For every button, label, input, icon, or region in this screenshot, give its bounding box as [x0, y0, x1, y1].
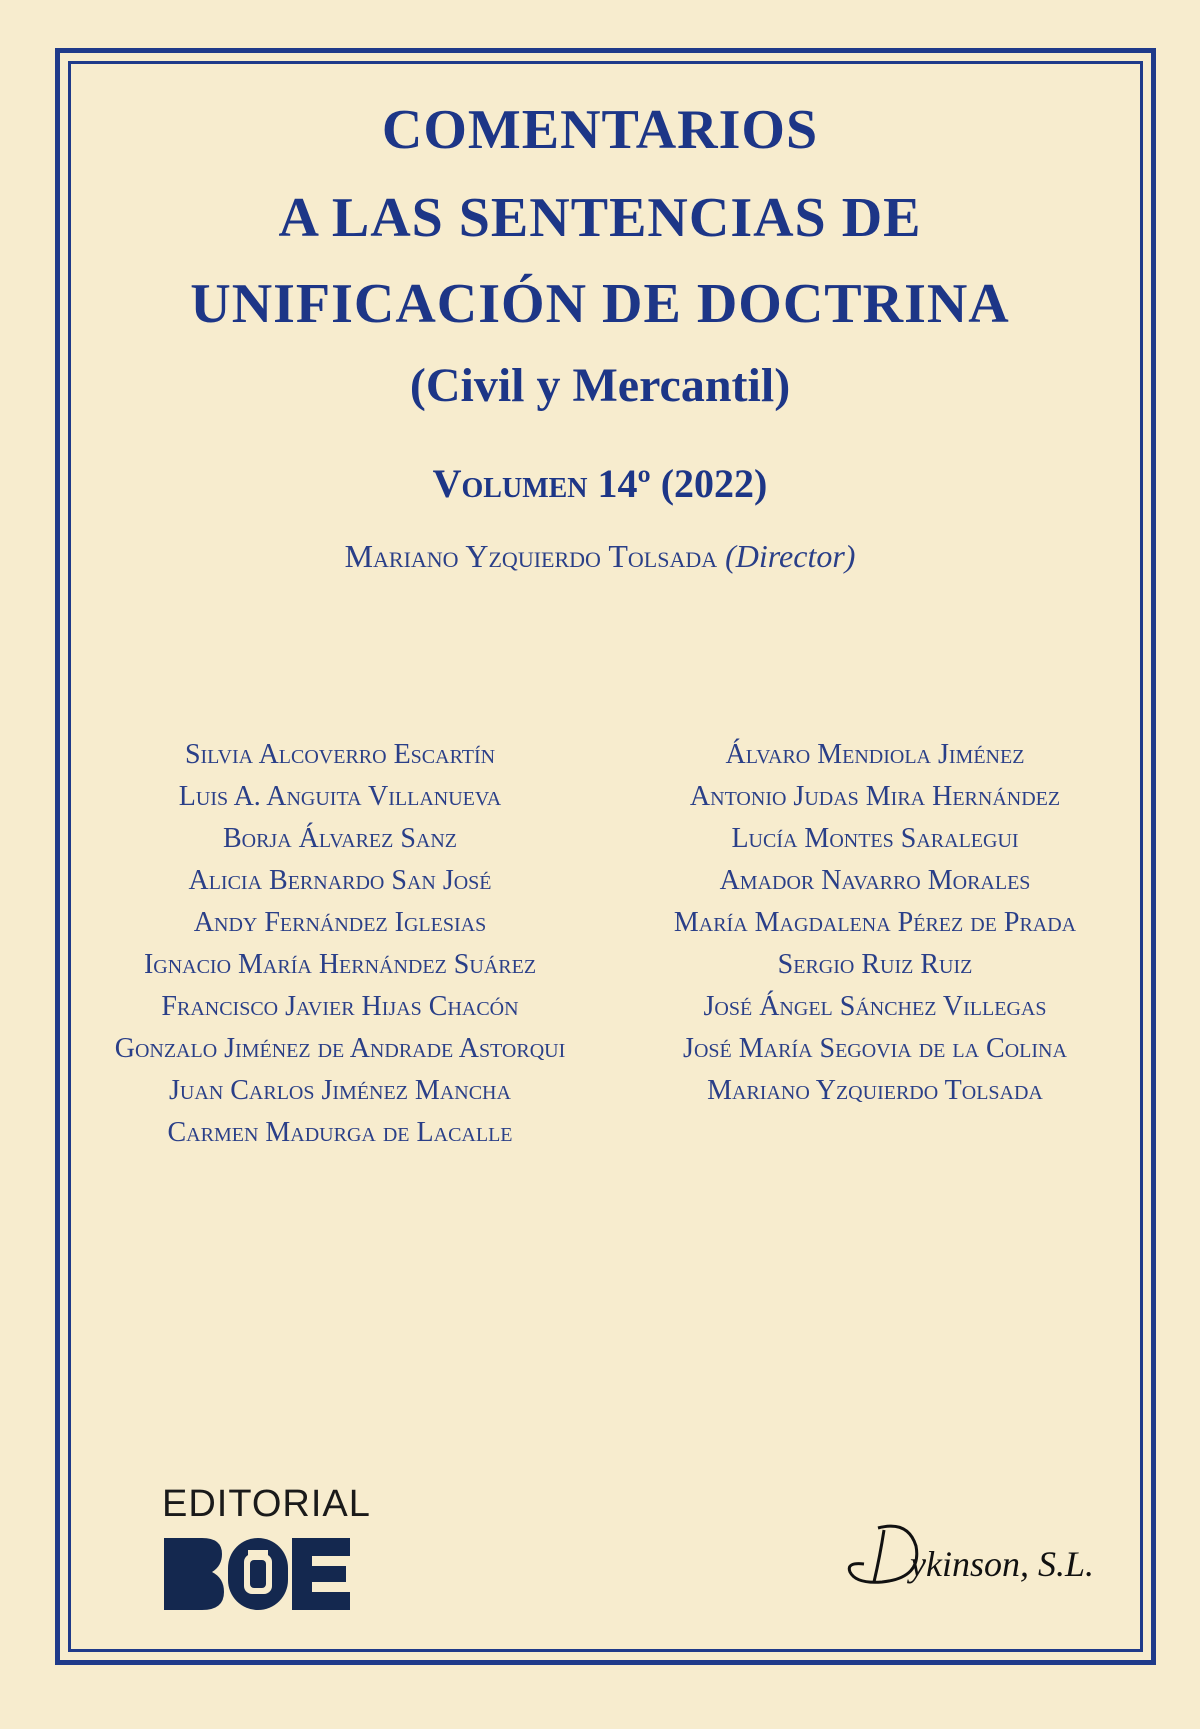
boe-logo-icon: [162, 1536, 352, 1612]
title-line-3: UNIFICACIÓN DE DOCTRINA: [190, 273, 1010, 335]
author-name: Sergio Ruiz Ruiz: [777, 949, 973, 980]
author-name: Juan Carlos Jiménez Mancha: [169, 1075, 511, 1106]
author-name: Alicia Bernardo San José: [188, 865, 492, 896]
title-line-2: A LAS SENTENCIAS DE: [278, 187, 922, 249]
author-name: Andy Fernández Iglesias: [193, 907, 487, 938]
director-line: [0, 538, 1200, 575]
author-name: Álvaro Mendiola Jiménez: [725, 739, 1025, 770]
author-name: Mariano Yzquierdo Tolsada: [707, 1075, 1043, 1106]
svg-text:ykinson, S.L.: ykinson, S.L.: [910, 1544, 1094, 1584]
editorial-label: EDITORIAL: [162, 1483, 371, 1525]
author-name: Ignacio María Hernández Suárez: [143, 949, 537, 980]
author-name: Gonzalo Jiménez de Andrade Astorqui: [114, 1033, 566, 1064]
boe-logo: [162, 1536, 352, 1612]
subtitle: (Civil y Mercantil): [409, 359, 791, 412]
author-name: Borja Álvarez Sanz: [222, 823, 458, 854]
author-name: María Magdalena Pérez de Prada: [673, 907, 1077, 938]
author-name: Silvia Alcoverro Escartín: [184, 739, 496, 770]
editorial-boe-logo: [162, 1483, 371, 1612]
author-name: Carmen Madurga de Lacalle: [167, 1117, 513, 1148]
dykinson-logo: [838, 1516, 1098, 1596]
authors-left-column: [65, 734, 615, 1154]
dykinson-logo-icon: [838, 1516, 1098, 1596]
author-name: Amador Navarro Morales: [719, 865, 1031, 896]
author-name: Antonio Judas Mira Hernández: [689, 781, 1061, 812]
author-name: Luis A. Anguita Villanueva: [178, 781, 502, 812]
author-name: Francisco Javier Hijas Chacón: [161, 991, 519, 1022]
author-name: José María Segovia de la Colina: [683, 1033, 1067, 1064]
director-role: (Director): [725, 538, 856, 574]
author-name: José Ángel Sánchez Villegas: [703, 991, 1047, 1022]
author-name: Lucía Montes Saralegui: [731, 823, 1019, 854]
authors-right-column: [600, 734, 1150, 1112]
director-name: Mariano Yzquierdo Tolsada: [344, 538, 718, 574]
title-line-1: COMENTARIOS: [381, 99, 819, 161]
volume-label: Volumen 14º (2022): [432, 461, 768, 506]
